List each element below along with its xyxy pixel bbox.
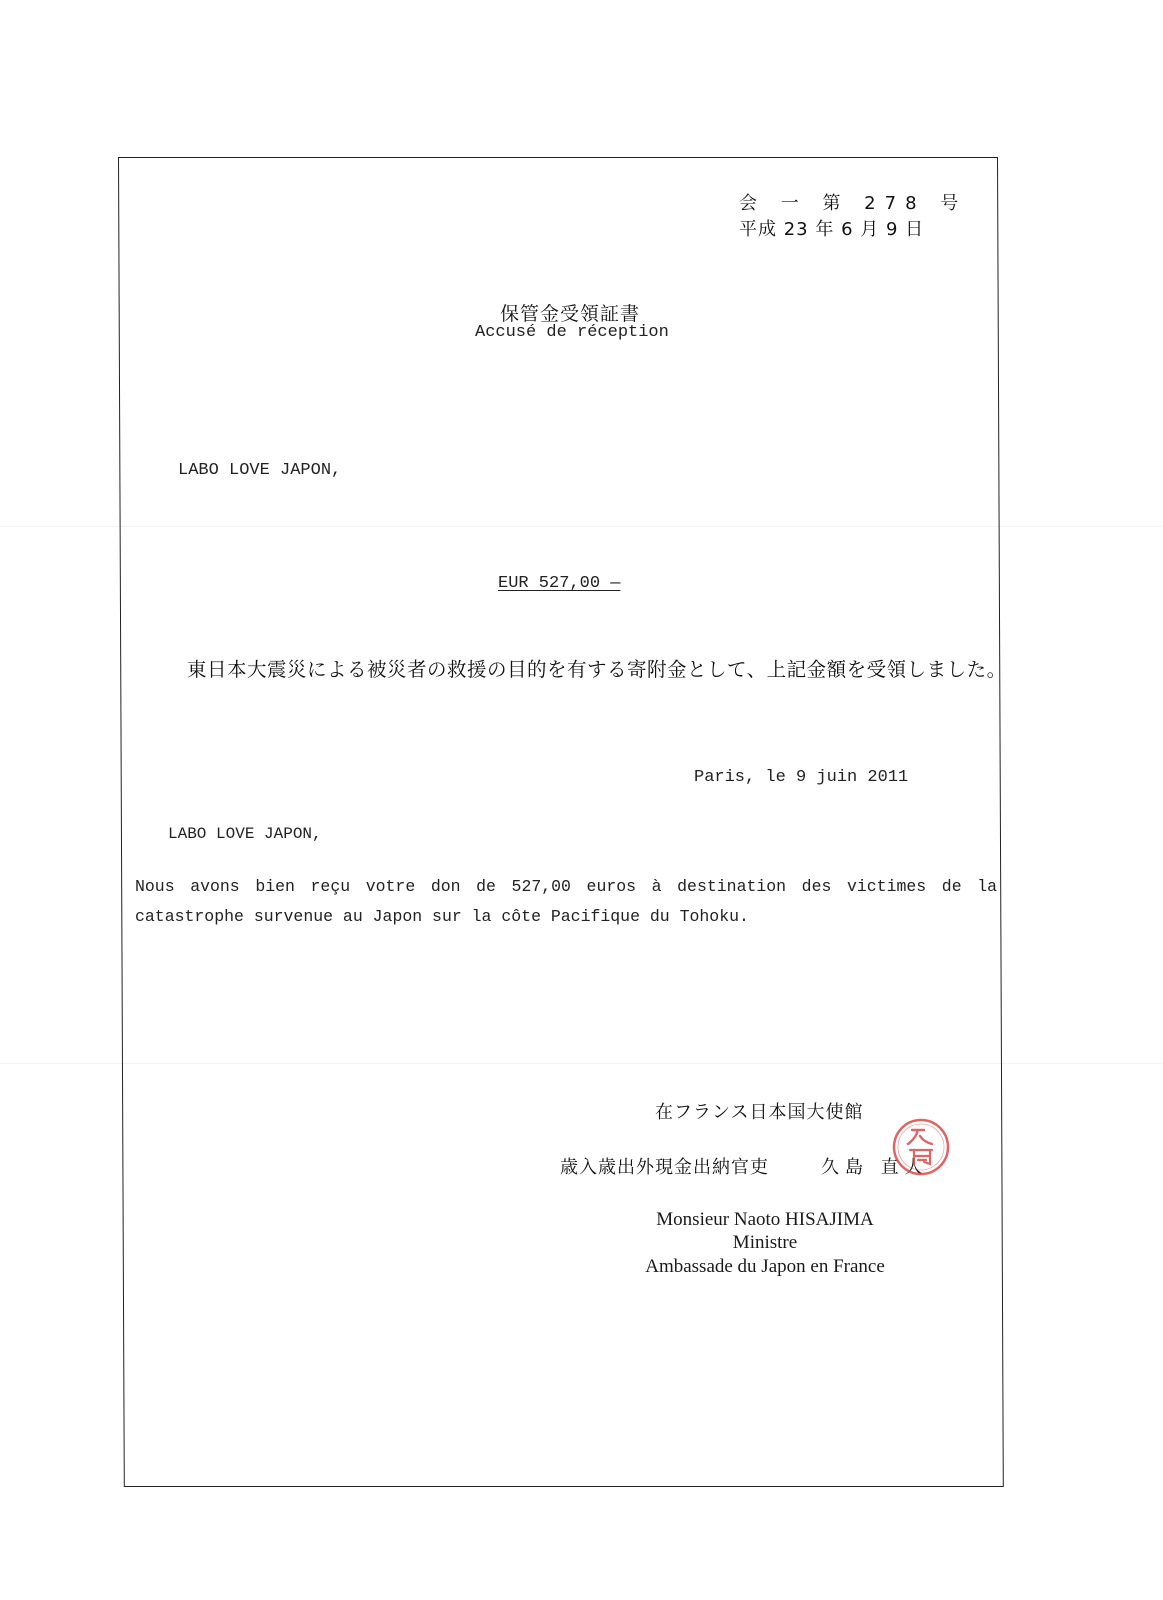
document-border: [118, 157, 1004, 1487]
document-title-japanese: 保管金受領証書: [500, 303, 641, 325]
reference-number: 会 一 第 278 号: [739, 193, 968, 214]
japanese-date: 平成 23 年 6 月 9 日: [739, 219, 925, 240]
receipt-statement-japanese: 東日本大震災による被災者の救援の目的を有する寄附金として、上記金額を受領しました。: [187, 658, 1007, 681]
place-and-date: Paris, le 9 juin 2011: [694, 768, 909, 787]
body-text-line-2: catastrophe survenue au Japon sur la côte Pacifique du Tohoku.: [135, 907, 749, 926]
document-title-french: Accusé de réception: [475, 323, 669, 342]
signatory-organization: Ambassade du Japon en France: [645, 1256, 885, 1277]
officer-name-japanese: 久島 直人: [821, 1157, 929, 1178]
amount: EUR 527,00 —: [498, 574, 621, 593]
addressee-bottom: LABO LOVE JAPON,: [168, 825, 322, 843]
signatory-name: Monsieur Naoto HISAJIMA: [656, 1209, 874, 1230]
officer-title-japanese: 歳入歳出外現金出納官吏: [560, 1157, 769, 1178]
addressee-top: LABO LOVE JAPON,: [178, 461, 342, 480]
signatory-role: Ministre: [732, 1232, 798, 1253]
body-text-line-1: Nous avons bien reçu votre don de 527,00 euros à destination des victimes de la: [135, 877, 997, 896]
personal-seal-icon: [890, 1116, 952, 1178]
embassy-name-japanese: 在フランス日本国大使館: [655, 1102, 864, 1123]
